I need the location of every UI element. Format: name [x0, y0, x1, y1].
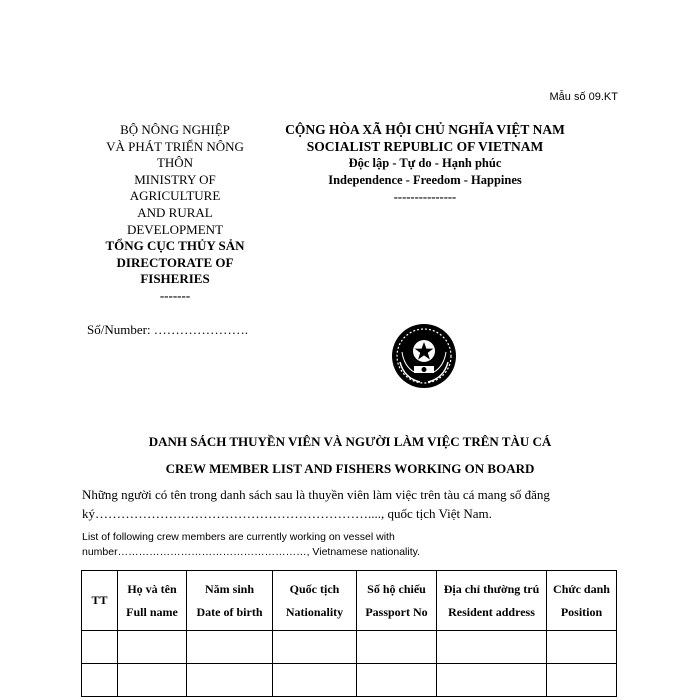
- col-header-nationality-en: Nationality: [285, 604, 344, 619]
- ministry-vn-line-1: BỘ NÔNG NGHIỆP: [120, 122, 230, 137]
- col-header-name-en: Full name: [126, 604, 178, 619]
- intro-vn-line-2: ký………………………………………………………...., quốc tịch Việt Nam.: [82, 506, 492, 521]
- col-header-dob-en: Date of birth: [196, 604, 263, 619]
- col-header-passport: [357, 571, 437, 631]
- table-cell[interactable]: [357, 631, 437, 664]
- national-header: [270, 121, 580, 206]
- issuing-authority: [82, 122, 268, 305]
- motto-en: Independence - Freedom - Happines: [328, 173, 522, 187]
- form-code: Mẫu số 09.KT: [549, 91, 618, 103]
- col-header-address-vn: Địa chỉ thường trú: [443, 581, 540, 596]
- table-cell[interactable]: [82, 631, 118, 664]
- table-cell[interactable]: [547, 664, 617, 697]
- table-row: [82, 631, 617, 664]
- number-field: Số/Number: ………………….: [87, 322, 249, 337]
- ministry-vn-line-2: VÀ PHÁT TRIỂN NÔNG: [106, 138, 244, 154]
- col-header-position-en: Position: [560, 604, 603, 619]
- ministry-vn-line-3: THÔN: [156, 155, 194, 171]
- col-header-tt: [82, 571, 118, 631]
- republic-en: SOCIALIST REPUBLIC OF VIETNAM: [306, 139, 544, 154]
- col-header-tt-vn: TT: [91, 593, 108, 607]
- table-cell[interactable]: [187, 631, 273, 664]
- intro-en-line-1: List of following crew members are currently working on vessel with: [82, 531, 395, 543]
- table-cell[interactable]: [547, 631, 617, 664]
- col-header-name-vn: Họ và tên: [127, 581, 177, 596]
- table-cell[interactable]: [437, 664, 547, 697]
- table-cell[interactable]: [118, 664, 187, 697]
- table-row: [82, 664, 617, 697]
- right-divider: ---------------: [393, 190, 457, 204]
- table-cell[interactable]: [273, 631, 357, 664]
- col-header-dob: [187, 571, 273, 631]
- table-cell[interactable]: [82, 664, 118, 697]
- col-header-dob-vn: Năm sinh: [204, 581, 254, 596]
- col-header-address-en: Resident address: [448, 604, 535, 619]
- col-header-passport-vn: Số hộ chiếu: [367, 581, 426, 596]
- col-header-name: [118, 571, 187, 631]
- col-header-nationality: [273, 571, 357, 631]
- directorate-en-line-1: DIRECTORATE OF: [116, 254, 234, 270]
- table-header-row: [82, 571, 617, 631]
- ministry-en-line-2: AGRICULTURE: [129, 188, 221, 204]
- national-emblem-icon: [390, 322, 458, 390]
- table-cell[interactable]: [437, 631, 547, 664]
- col-header-position-vn: Chức danh: [553, 581, 610, 596]
- col-header-address: [437, 571, 547, 631]
- intro-vn: [82, 485, 602, 523]
- ministry-en-line-4: DEVELOPMENT: [126, 221, 224, 237]
- directorate-vn: TỔNG CỤC THỦY SẢN: [105, 238, 245, 254]
- crew-table: [81, 570, 617, 697]
- motto-vn: Độc lập - Tự do - Hạnh phúc: [348, 156, 502, 170]
- title-en: CREW MEMBER LIST AND FISHERS WORKING ON BOARD: [165, 461, 535, 476]
- republic-vn: CỘNG HÒA XÃ HỘI CHỦ NGHĨA VIỆT NAM: [285, 122, 565, 137]
- table-cell[interactable]: [273, 664, 357, 697]
- col-header-nationality-vn: Quốc tịch: [289, 581, 340, 596]
- col-header-passport-en: Passport No: [365, 604, 428, 619]
- title-vn: DANH SÁCH THUYỀN VIÊN VÀ NGƯỜI LÀM VIỆC TRÊN TÀU CÁ: [148, 434, 552, 449]
- directorate-en-line-2: FISHERIES: [140, 271, 210, 287]
- col-header-position: [547, 571, 617, 631]
- ministry-en-line-1: MINISTRY OF: [134, 171, 216, 187]
- intro-en-line-2: number………………………………………………, Vietnamese nationality.: [82, 546, 421, 558]
- table-cell[interactable]: [187, 664, 273, 697]
- ministry-en-line-3: AND RURAL: [137, 204, 213, 220]
- left-divider: -------: [159, 287, 191, 303]
- table-cell[interactable]: [118, 631, 187, 664]
- intro-vn-line-1: Những người có tên trong danh sách sau là thuyền viên làm việc trên tàu cá mang số đăng: [82, 487, 550, 502]
- intro-en: [82, 530, 602, 560]
- table-cell[interactable]: [357, 664, 437, 697]
